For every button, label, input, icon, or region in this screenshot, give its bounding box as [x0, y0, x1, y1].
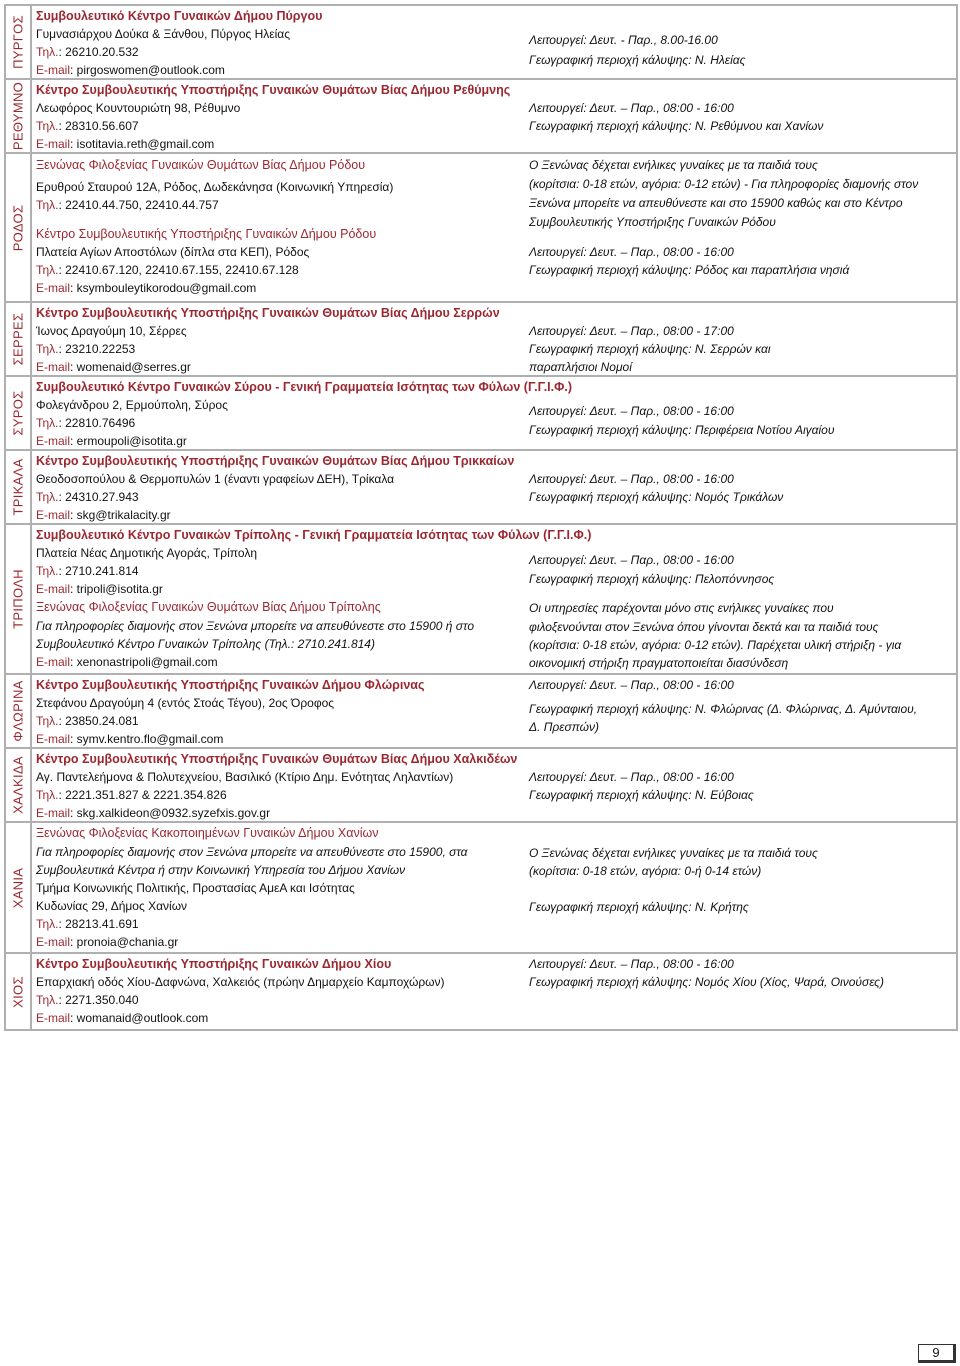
table-row	[4, 6, 958, 80]
coverage: Γεωγραφική περιοχή κάλυψης: Περιφέρεια Νοτίου Αιγαίου	[529, 423, 835, 437]
city-label: ΦΛΩΡΙΝΑ	[10, 680, 26, 742]
coverage: Γεωγραφική περιοχή κάλυψης: Νομός Τρικάλων	[529, 490, 784, 504]
shelter-note: (κορίτσια: 0-18 ετών, αγόρια: 0-12 ετών) - Για πληροφορίες διαμονής στον	[529, 177, 919, 191]
center-title: Κέντρο Συμβουλευτικής Υποστήριξης Γυναικών Δήμου Ρόδου	[36, 227, 377, 241]
city-label: ΣΥΡΟΣ	[10, 390, 26, 436]
city-cell	[6, 525, 32, 673]
email: E-mail: skg@trikalacity.gr	[36, 508, 171, 522]
address: Γυμνασιάρχου Δούκα & Ξάνθου, Πύργος Ηλείας	[36, 27, 291, 41]
coverage: Γεωγραφική περιοχή κάλυψης: Ν. Κρήτης	[529, 900, 749, 914]
table-row	[4, 954, 958, 1031]
address: Ερυθρού Σταυρού 12Α, Ρόδος, Δωδεκάνησα (Κοινωνική Υπηρεσία)	[36, 180, 394, 194]
center-title: Κέντρο Συμβουλευτικής Υποστήριξης Γυναικών Δήμου Φλώρινας	[36, 678, 425, 692]
table-row	[4, 451, 958, 525]
shelter-note: (κορίτσια: 0-18 ετών, αγόρια: 0-12 ετών). Παρέχεται υλική στήριξη - για	[529, 638, 902, 652]
shelter-note: Οι υπηρεσίες παρέχονται μόνο στις ενήλικες γυναίκες που	[529, 601, 834, 615]
email: E-mail: womanaid@outlook.com	[36, 1011, 209, 1025]
address: Αγ. Παντελεήμονα & Πολυτεχνείου, Βασιλικό (Κτίριο Δημ. Ενότητας Ληλαντίων)	[36, 770, 454, 784]
city-cell	[6, 749, 32, 821]
services-table	[4, 4, 958, 1031]
shelter-note: Συμβουλευτικής Υποστήριξης Γυναικών Ρόδου	[529, 215, 776, 229]
shelter-note: φιλοξενούνται στον Ξενώνα όπου γίνονται δεκτά και τα παιδιά τους	[529, 620, 879, 634]
city-label: ΡΕΘΥΜΝΟ	[10, 81, 26, 151]
city-cell	[6, 377, 32, 449]
email: E-mail: isotitavia.reth@gmail.com	[36, 137, 215, 151]
phone: Τηλ.: 2271.350.040	[36, 993, 139, 1007]
phone: Τηλ.: 26210.20.532	[36, 45, 139, 59]
city-cell	[6, 675, 32, 747]
coverage: παραπλήσιοι Νομοί	[529, 360, 632, 374]
phone: Τηλ.: 22410.67.120, 22410.67.155, 22410.67.128	[36, 263, 299, 277]
city-cell	[6, 303, 32, 375]
phone: Τηλ.: 2710.241.814	[36, 564, 139, 578]
center-title: Συμβουλευτικό Κέντρο Γυναικών Δήμου Πύργου	[36, 9, 323, 23]
table-row	[4, 377, 958, 451]
center-title: Κέντρο Συμβουλευτικής Υποστήριξης Γυναικών Θυμάτων Βίας Δήμου Τρικκαίων	[36, 454, 515, 468]
address: Λεωφόρος Κουντουριώτη 98, Ρέθυμνο	[36, 101, 241, 115]
shelter-info: Συμβουλευτικά Κέντρα ή στην Κοινωνική Υπηρεσία του Δήμου Χανίων	[36, 863, 406, 877]
city-cell	[6, 823, 32, 952]
hours: Λειτουργεί: Δευτ. – Παρ., 08:00 - 16:00	[529, 245, 734, 259]
address: Φολεγάνδρου 2, Ερμούπολη, Σύρος	[36, 398, 228, 412]
table-row	[4, 303, 958, 377]
coverage: Γεωγραφική περιοχή κάλυψης: Νομός Χίου (Χίος, Ψαρά, Οινούσες)	[529, 975, 885, 989]
phone: Τηλ.: 28213.41.691	[36, 917, 139, 931]
hours: Λειτουργεί: Δευτ. – Παρ., 08:00 - 16:00	[529, 101, 734, 115]
hours: Λειτουργεί: Δευτ. – Παρ., 08:00 - 16:00	[529, 678, 734, 692]
coverage: Γεωγραφική περιοχή κάλυψης: Ν. Φλώρινας (Δ. Φλώρινας, Δ. Αμύνταιου,	[529, 702, 918, 716]
city-cell	[6, 954, 32, 1029]
shelter-note: Ο Ξενώνας δέχεται ενήλικες γυναίκες με τα παιδιά τους	[529, 158, 818, 172]
phone: Τηλ.: 2221.351.827 & 2221.354.826	[36, 788, 227, 802]
table-row	[4, 749, 958, 823]
address: Στεφάνου Δραγούμη 4 (εντός Στοάς Τέγου), 2ος Όροφος	[36, 696, 335, 710]
hours: Λειτουργεί: Δευτ. – Παρ., 08:00 - 16:00	[529, 957, 734, 971]
coverage: Γεωγραφική περιοχή κάλυψης: Ν. Ηλείας	[529, 53, 746, 67]
phone: Τηλ.: 22810.76496	[36, 416, 136, 430]
coverage: Δ. Πρεσπών)	[529, 720, 600, 734]
address: Θεοδοσοπούλου & Θερμοπυλών 1 (έναντι γραφείων ΔΕΗ), Τρίκαλα	[36, 472, 395, 486]
email: E-mail: womenaid@serres.gr	[36, 360, 191, 374]
coverage: Γεωγραφική περιοχή κάλυψης: Πελοπόννησος	[529, 572, 775, 586]
email: E-mail: symv.kentro.flo@gmail.com	[36, 732, 224, 746]
city-label: ΠΥΡΓΟΣ	[10, 15, 26, 69]
city-label: ΧΙΟΣ	[10, 975, 26, 1008]
city-label: ΧΑΛΚΙΔΑ	[10, 756, 26, 814]
email: E-mail: ermoupoli@isotita.gr	[36, 434, 187, 448]
shelter-title: Ξενώνας Φιλοξενίας Κακοποιημένων Γυναικών Δήμου Χανίων	[36, 826, 379, 840]
hours: Λειτουργεί: Δευτ. – Παρ., 08:00 - 16:00	[529, 404, 734, 418]
coverage: Γεωγραφική περιοχή κάλυψης: Ν. Σερρών και	[529, 342, 771, 356]
phone: Τηλ.: 28310.56.607	[36, 119, 139, 133]
coverage: Γεωγραφική περιοχή κάλυψης: Ν. Εύβοιας	[529, 788, 754, 802]
hours: Λειτουργεί: Δευτ. – Παρ., 08:00 - 17:00	[529, 324, 734, 338]
address: Επαρχιακή οδός Χίου-Δαφνώνα, Χαλκειός (πρώην Δημαρχείο Καμποχώρων)	[36, 975, 445, 989]
hours: Λειτουργεί: Δευτ. – Παρ., 08:00 - 16:00	[529, 472, 734, 486]
shelter-info: Για πληροφορίες διαμονής στον Ξενώνα μπορείτε να απευθύνεστε στο 15900 ή στο	[36, 619, 474, 633]
address: Πλατεία Νέας Δημοτικής Αγοράς, Τρίπολη	[36, 546, 258, 560]
center-title: Κέντρο Συμβουλευτικής Υποστήριξης Γυναικών Θυμάτων Βίας Δήμου Ρεθύμνης	[36, 83, 511, 97]
city-cell	[6, 80, 32, 152]
email: E-mail: tripoli@isotita.gr	[36, 582, 163, 596]
phone: Τηλ.: 24310.27.943	[36, 490, 139, 504]
email: E-mail: xenonastripoli@gmail.com	[36, 655, 218, 669]
shelter-info: Συμβουλευτικό Κέντρο Γυναικών Τρίπολης (Τηλ.: 2710.241.814)	[36, 637, 375, 651]
email: E-mail: pronoia@chania.gr	[36, 935, 179, 949]
address: Πλατεία Αγίων Αποστόλων (δίπλα στα ΚΕΠ), Ρόδος	[36, 245, 310, 259]
table-row	[4, 154, 958, 303]
phone: Τηλ.: 23210.22253	[36, 342, 136, 356]
city-label: ΤΡΙΚΑΛΑ	[10, 458, 26, 516]
page-number: 9	[918, 1344, 956, 1363]
email: E-mail: pirgoswomen@outlook.com	[36, 63, 225, 77]
center-title: Συμβουλευτικό Κέντρο Γυναικών Σύρου - Γενική Γραμματεία Ισότητας των Φύλων (Γ.Γ.Ι.Φ.)	[36, 380, 573, 394]
shelter-title: Ξενώνας Φιλοξενίας Γυναικών Θυμάτων Βίας Δήμου Τρίπολης	[36, 600, 381, 614]
coverage: Γεωγραφική περιοχή κάλυψης: Ρόδος και παραπλήσια νησιά	[529, 263, 850, 277]
center-title: Κέντρο Συμβουλευτικής Υποστήριξης Γυναικών Θυμάτων Βίας Δήμου Σερρών	[36, 306, 500, 320]
center-title: Κέντρο Συμβουλευτικής Υποστήριξης Γυναικών Δήμου Χίου	[36, 957, 392, 971]
table-row	[4, 823, 958, 954]
city-label: ΡΟΔΟΣ	[10, 204, 26, 251]
coverage: Γεωγραφική περιοχή κάλυψης: Ν. Ρεθύμνου και Χανίων	[529, 119, 824, 133]
hours: Λειτουργεί: Δευτ. – Παρ., 08:00 - 16:00	[529, 770, 734, 784]
center-title: Συμβουλευτικό Κέντρο Γυναικών Τρίπολης - Γενική Γραμματεία Ισότητας των Φύλων (Γ.Γ.Ι.Φ.)	[36, 528, 592, 542]
city-label: ΣΕΡΡΕΣ	[10, 312, 26, 366]
city-cell	[6, 6, 32, 78]
center-title: Κέντρο Συμβουλευτικής Υποστήριξης Γυναικών Θυμάτων Βίας Δήμου Χαλκιδέων	[36, 752, 518, 766]
shelter-note: οικονομική στήριξη πραγματοποιείται διασύνδεση	[529, 656, 789, 670]
hours: Λειτουργεί: Δευτ. – Παρ., 08:00 - 16:00	[529, 553, 734, 567]
city-label: ΧΑΝΙΑ	[10, 867, 26, 908]
city-cell	[6, 154, 32, 301]
hours: Λειτουργεί: Δευτ. - Παρ., 8.00-16.00	[529, 33, 718, 47]
city-label: ΤΡΙΠΟΛΗ	[10, 569, 26, 629]
table-row	[4, 525, 958, 675]
shelter-note: Ο Ξενώνας δέχεται ενήλικες γυναίκες με τα παιδιά τους	[529, 846, 818, 860]
shelter-title: Ξενώνας Φιλοξενίας Γυναικών Θυμάτων Βίας Δήμου Ρόδου	[36, 158, 366, 172]
address: Ίωνος Δραγούμη 10, Σέρρες	[36, 324, 187, 338]
email: E-mail: skg.xalkideon@0932.syzefxis.gov.gr	[36, 806, 271, 820]
shelter-note: Ξενώνα μπορείτε να απευθύνεστε και στο 15900 καθώς και στο Κέντρο	[529, 196, 903, 210]
city-cell	[6, 451, 32, 523]
table-row	[4, 675, 958, 749]
table-row	[4, 80, 958, 154]
phone: Τηλ.: 23850.24.081	[36, 714, 139, 728]
address: Κυδωνίας 29, Δήμος Χανίων	[36, 899, 188, 913]
phone: Τηλ.: 22410.44.750, 22410.44.757	[36, 198, 219, 212]
shelter-info: Για πληροφορίες διαμονής στον Ξενώνα μπορείτε να απευθύνεστε στο 15900, στα	[36, 845, 468, 859]
email: E-mail: ksymbouleytikorodou@gmail.com	[36, 281, 257, 295]
shelter-note: (κορίτσια: 0-18 ετών, αγόρια: 0-ή 0-14 ετών)	[529, 864, 762, 878]
department: Τμήμα Κοινωνικής Πολιτικής, Προστασίας ΑμεΑ και Ισότητας	[36, 881, 355, 895]
